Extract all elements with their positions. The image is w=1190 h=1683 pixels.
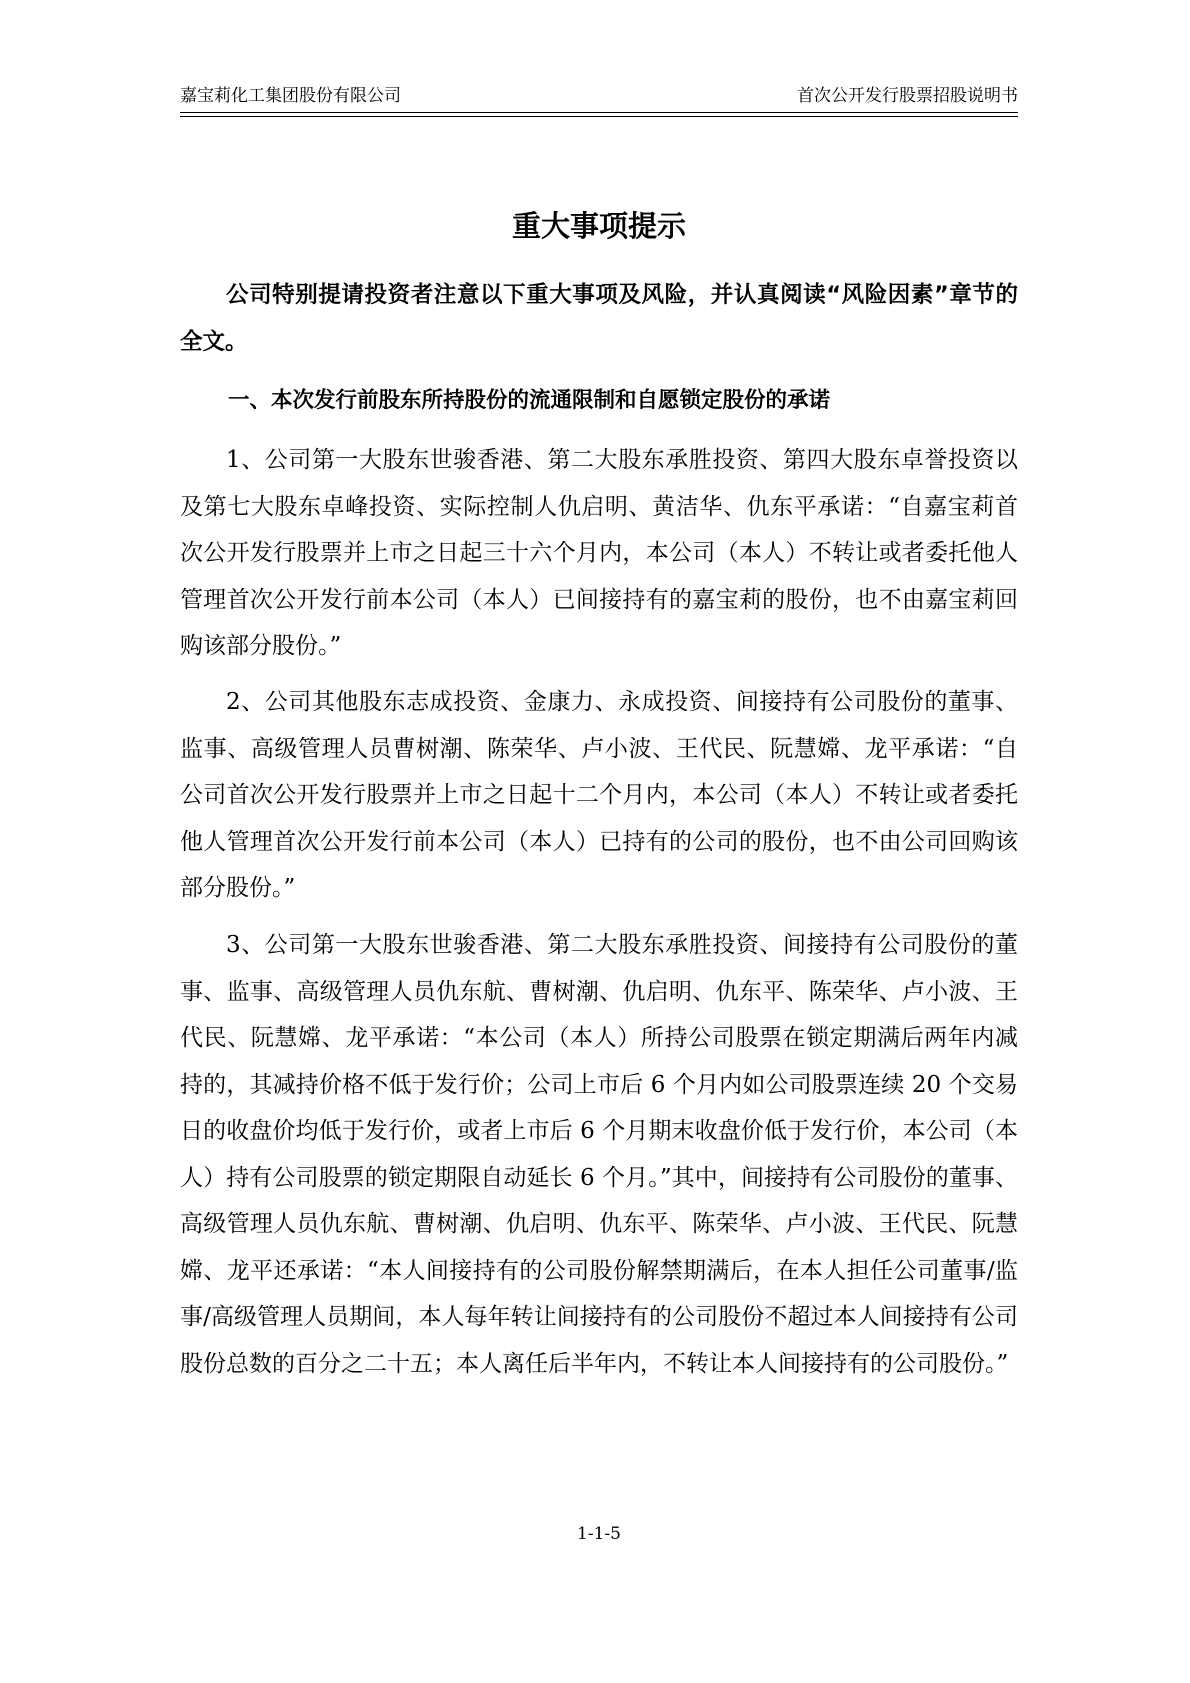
intro-notice: 公司特别提请投资者注意以下重大事项及风险，并认真阅读“风险因素”章节的全文。 bbox=[180, 282, 1018, 355]
section-heading: 一、本次发行前股东所持股份的流通限制和自愿锁定股份的承诺 bbox=[228, 388, 831, 413]
header-company-name: 嘉宝莉化工集团股份有限公司 bbox=[180, 86, 401, 106]
header-document-type: 首次公开发行股票招股说明书 bbox=[797, 86, 1018, 106]
paragraph-2: 2、公司其他股东志成投资、金康力、永成投资、间接持有公司股份的董事、监事、高级管理人员曹树潮、陈荣华、卢小波、王代民、阮慧嫦、龙平承诺：“自公司首次公开发行股票并上市之日起十二个月内，本公司（本人）不转让或者委托他人管理首次公开发行前本公司（本人）已持有的公司的股份，也不由公司回购该部分股份。” bbox=[180, 689, 1018, 901]
page-title: 重大事项提示 bbox=[511, 209, 686, 243]
paragraph-1: 1、公司第一大股东世骏香港、第二大股东承胜投资、第四大股东卓誉投资以及第七大股东卓峰投资、实际控制人仇启明、黄洁华、仇东平承诺：“自嘉宝莉首次公开发行股票并上市之日起三十六个月内，本公司（本人）不转让或者委托他人管理首次公开发行前本公司（本人）已间接持有的嘉宝莉的股份，也不由嘉宝莉回购该部分股份。” bbox=[180, 447, 1018, 659]
header-divider bbox=[180, 116, 1018, 117]
paragraph-3: 3、公司第一大股东世骏香港、第二大股东承胜投资、间接持有公司股份的董事、监事、高级管理人员仇东航、曹树潮、仇启明、仇东平、陈荣华、卢小波、王代民、阮慧嫦、龙平承诺：“本公司（本人）所持公司股票在锁定期满后两年内减持的，其减持价格不低于发行价；公司上市后 6 个月内如公司股票连续 20 个交易日的收盘价均低于发行价，或者上市后 6 个月期末收盘价低于发行价，本公司（本人）持有公司股票的锁定期限自动延长 6 个月。”其中，间接持有公司股份的董事、高级管理人员仇东航、曹树潮、仇启明、仇东平、陈荣华、卢小波、王代民、阮慧嫦、龙平还承诺：“本人间接持有的公司股份解禁期满后，在本人担任公司董事/监事/高级管理人员期间，本人每年转让间接持有的公司股份不超过本人间接持有公司股份总数的百分之二十五；本人离任后半年内，不转让本人间接持有的公司股份。” bbox=[180, 932, 1018, 1377]
page-number: 1-1-5 bbox=[577, 1524, 621, 1544]
page-header bbox=[180, 84, 1018, 113]
